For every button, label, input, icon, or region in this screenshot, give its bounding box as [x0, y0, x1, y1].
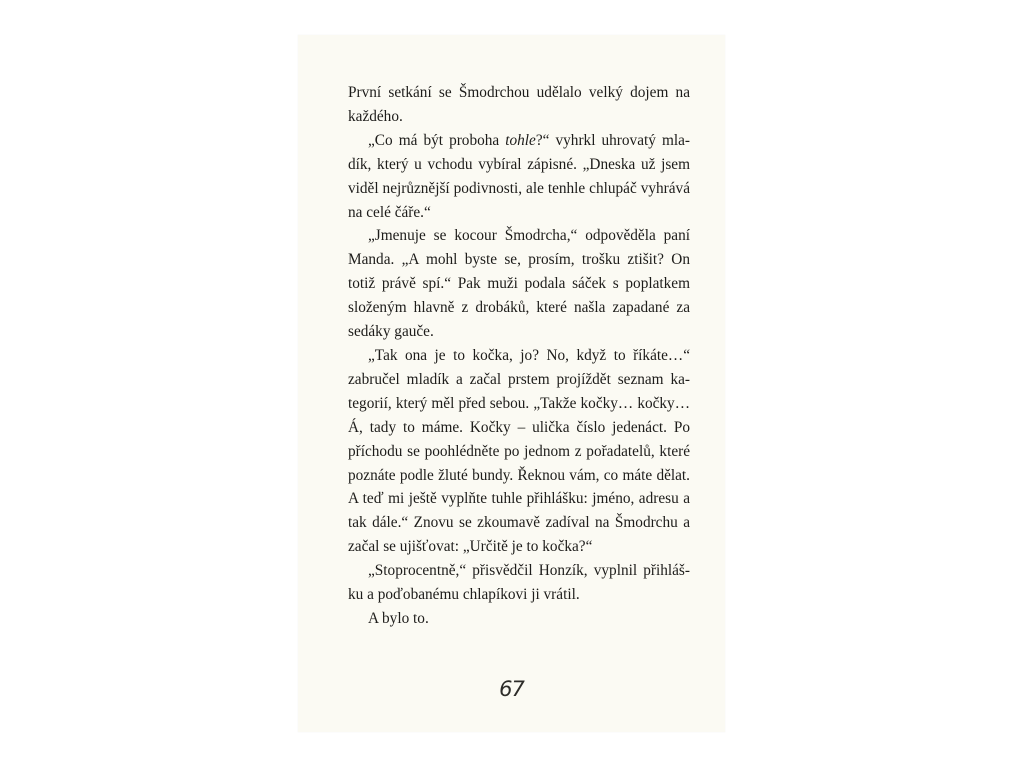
paragraph [348, 607, 690, 631]
paragraph [348, 344, 690, 559]
paragraph [348, 559, 690, 607]
paragraph [348, 224, 690, 344]
paragraph-text: „Stoprocentně,“ přisvědčil Honzík, vyplnil přihlášku a poďobanému chlapíkovi ji vrátil. [348, 562, 690, 604]
paragraph-text: První setkání se Šmodrchou udělalo velký dojem na každého. [348, 84, 690, 125]
paragraph [348, 129, 690, 225]
paragraph-text: „Jmenuje se kocour Šmodrcha,“ odpověděla paní Manda. „A mohl byste se, prosím, trošku ztišit? On totiž právě spí.“ Pak muži podala sáček s poplatkem složeným hlavně z drobáků, které našla zapadané za sedáky gauče. [348, 227, 690, 341]
paragraph-text: ?“ vyhrkl uhrovatý mladík, který u vchodu vybíral zápisné. „Dneska už jsem viděl nejrůznější podivnosti, ale tenhle chlupáč vyhrává na celé čáře.“ [348, 131, 690, 221]
page-number: 67 [499, 677, 524, 701]
paragraph-text: „Co má být proboha [368, 131, 506, 149]
body-text [348, 81, 690, 631]
paragraph [348, 81, 690, 129]
paragraph-text: A bylo to. [368, 609, 429, 627]
paragraph-text: „Tak ona je to kočka, jo? No, když to říkáte…“ zabručel mladík a začal prstem projíždět seznam kategorií, který měl před sebou. „Takže kočky… kočky… Á, tady to máme. Kočky – ulička číslo jedenáct. Po příchodu se poohlédněte po jednom z pořadatelů, které poznáte podle žluté bundy. Řeknou vám, co máte dělat. A teď mi ještě vyplňte tuhle přihlášku: jméno, adresu a tak dále.“ Znovu se zkoumavě zadíval na Šmodrchu a začal se ujišťovat: „Určitě je to kočka?“ [348, 346, 690, 556]
book-page [298, 35, 725, 732]
italic-text: tohle [505, 131, 536, 149]
